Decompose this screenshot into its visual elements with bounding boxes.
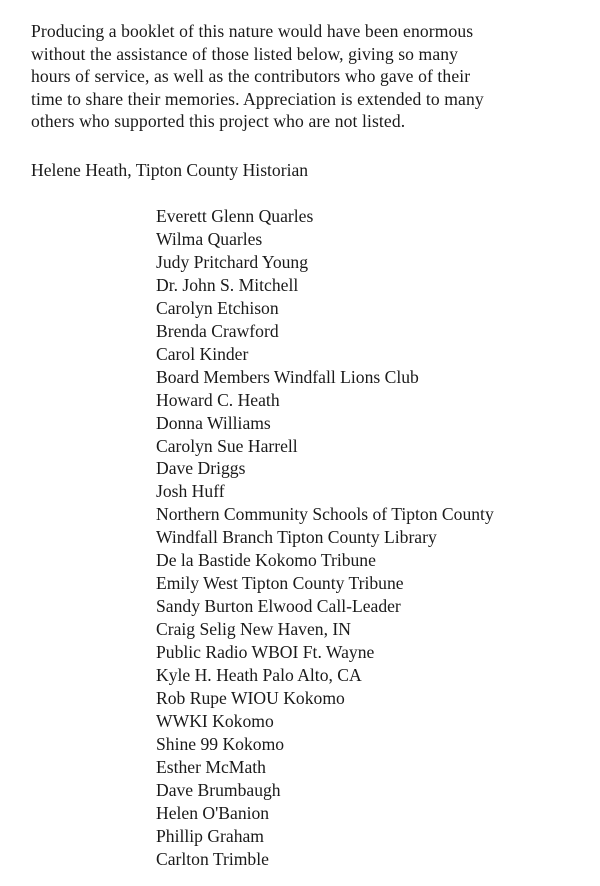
contributor-name: Helen O'Banion [156,802,270,823]
contributor-name: Esther McMath [156,756,266,777]
contributor-name: Judy Pritchard Young [156,251,309,272]
contributor-name: Carol Kinder [156,343,249,364]
contributor-name: Kyle H. Heath Palo Alto, CA [156,665,362,686]
contributor-name: Northern Community Schools of Tipton County [156,504,494,525]
contributor-name: WWKI Kokomo [156,710,274,731]
contributor-name: Windfall Branch Tipton County Library [156,527,437,548]
acknowledgement-paragraph [31,20,591,133]
contributor-list [156,205,494,871]
contributor-name: Board Members Windfall Lions Club [156,366,419,387]
contributor-name: Howard C. Heath [156,389,280,410]
paragraph-line: time to share their memories. Appreciation is extended to many [31,88,484,109]
contributor-name: Public Radio WBOI Ft. Wayne [156,642,375,663]
contributor-name: Brenda Crawford [156,320,279,341]
contributor-name: Josh Huff [156,481,225,502]
contributor-name: Emily West Tipton County Tribune [156,573,404,594]
contributor-name: Donna Williams [156,412,271,433]
contributor-name: Sandy Burton Elwood Call-Leader [156,596,401,617]
paragraph-line: others who supported this project who are not listed. [31,111,406,132]
paragraph-line: hours of service, as well as the contributors who gave of their [31,66,471,87]
contributor-name: Phillip Graham [156,825,264,846]
contributor-name: Carlton Trimble [156,848,269,869]
contributor-name: De la Bastide Kokomo Tribune [156,550,376,571]
historian-credit: Helene Heath, Tipton County Historian [31,160,309,180]
paragraph-line: without the assistance of those listed below, giving so many [31,43,459,64]
contributor-name: Dave Driggs [156,458,246,479]
contributor-name: Shine 99 Kokomo [156,733,285,754]
contributor-name: Rob Rupe WIOU Kokomo [156,688,345,709]
contributor-name: Wilma Quarles [156,228,263,249]
paragraph-line: Producing a booklet of this nature would have been enormous [31,21,474,41]
contributor-name: Dr. John S. Mitchell [156,274,299,295]
contributor-name: Craig Selig New Haven, IN [156,619,351,640]
contributor-name: Carolyn Etchison [156,297,279,318]
contributor-name: Dave Brumbaugh [156,779,281,800]
contributor-name: Everett Glenn Quarles [156,206,314,226]
contributor-name: Carolyn Sue Harrell [156,435,298,456]
